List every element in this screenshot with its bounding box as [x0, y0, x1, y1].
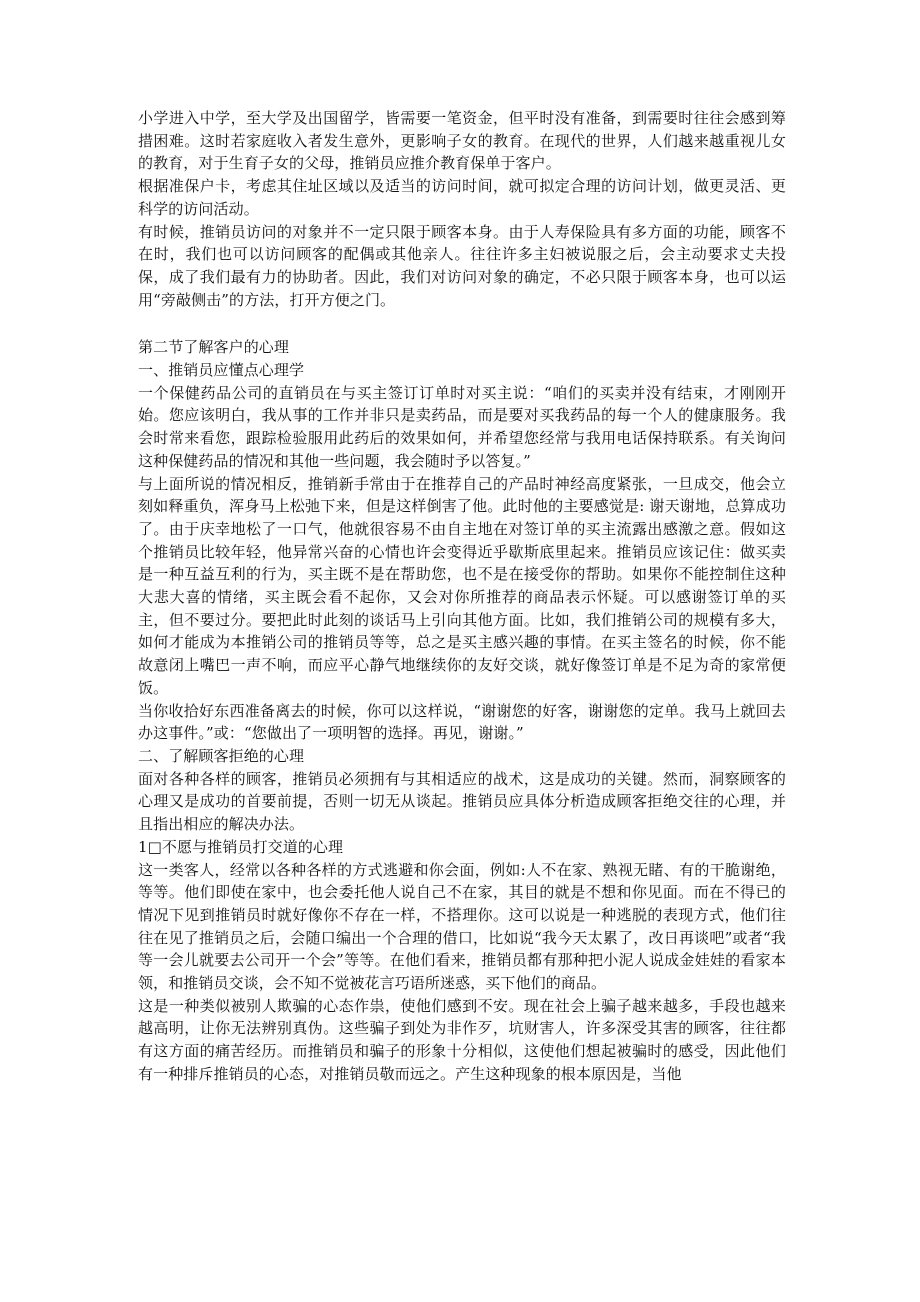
paragraph-avoidance: 这一类客人，经常以各种各样的方式逃避和你会面，例如:人不在家、熟视无睹、有的干脆谢绝，等等。他们即使在家中，也会委托他人说自己不在家，其目的就是不想和你见面。而在不得已的情况下见到推销员时就好像你不存在一样，不搭理你。这可以说是一种逃脱的表现方式，他们往往在见了推销员之后，会随口编出一个合理的借口，比如说“我今天太累了，改日再谈吧”或者“我等一会儿就要去公司开一个会”等等。在他们看来，推销员都有那种把小泥人说成金娃娃的看家本领，和推销员交谈，会不知不觉被花言巧语所迷惑，买下他们的商品。	[138, 860, 786, 993]
paragraph-education-policy: 小学进入中学，至大学及出国留学，皆需要一笔资金，但平时没有准备，到需要时往往会感到筹措困难。这时若家庭收入者发生意外，更影响子女的教育。在现代的世界，人们越来越重视儿女的教育，对于生育子女的父母，推销员应推介教育保单于客户。	[138, 109, 786, 173]
paragraph-deception-fear: 这是一种类似被别人欺骗的心态作祟，使他们感到不安。现在社会上骗子越来越多，手段也越来越高明，让你无法辨别真伪。这些骗子到处为非作歹，坑财害人，许多深受其害的顾客，往往都有这方面的痛苦经历。而推销员和骗子的形象十分相似，这使他们想起被骗时的感受，因此他们有一种排斥推销员的心态，对推销员敬而远之。产生这种现象的根本原因是，当他	[138, 996, 786, 1083]
paragraph-new-salesman: 与上面所说的情况相反，推销新手常由于在推荐自己的产品时神经高度紧张，一旦成交，他会立刻如释重负，浑身马上松弛下来，但是这样倒害了他。此时他的主要感觉是: 谢天谢地，总算成功了。由于庆幸地松了一口气，他就很容易不由自主地在对签订单的买主流露出感激之意。假如这个推销员比较年轻，他异常兴奋的心情也许会变得近乎歇斯底里起来。推销员应该记住：做买卖是一种互益互利的行为，买主既不是在帮助您，也不是在接受你的帮助。如果你不能控制住这种大悲大喜的情绪，买主既会看不起你，又会对你所推荐的商品表示怀疑。可以感谢签订单的买主，但不要过分。要把此时此刻的谈话马上引向其他方面。比如，我们推销公司的规模有多大，如何才能成为本推销公司的推销员等等，总之是买主感兴趣的事情。在买主签名的时候，你不能故意闭上嘴巴一声不响，而应平心静气地继续你的友好交谈，就好像签订单是不足为奇的家常便饭。	[138, 474, 786, 697]
subsection-heading-rejection: 二、了解顾客拒绝的心理	[138, 746, 305, 765]
document-page	[138, 107, 786, 1086]
subsection-heading-psychology: 一、推销员应懂点心理学	[138, 361, 305, 380]
section-gap	[138, 311, 786, 336]
paragraph-visit-targets: 有时候，推销员访问的对象并不一定只限于顾客本身。由于人寿保险具有多方面的功能，顾客不在时，我们也可以访问顾客的配偶或其他亲人。往往许多主妇被说服之后，会主动要求丈夫投保，成了我们最有力的协助者。因此，我们对访问对象的确定，不必只限于顾客本身，也可以运用“旁敲侧击”的方法，打开方便之门。	[138, 222, 786, 309]
paragraph-health-product-example: 一个保健药品公司的直销员在与买主签订订单时对买主说：“咱们的买卖并没有结束，才刚刚开始。您应该明白，我从事的工作并非只是卖药品，而是要对买我药品的每一个人的健康服务。我会时常来看您，跟踪检验服用此药后的效果如何，并希望您经常与我用电话保持联系。有关询问这种保健药品的情况和其他一些问题，我会随时予以答复。”	[138, 383, 786, 470]
paragraph-visit-plan: 根据准保户卡，考虑其住址区域以及适当的访问时间，就可拟定合理的访问计划，做更灵活、更科学的访问活动。	[138, 177, 786, 218]
item-heading-avoidance: 1□不愿与推销员打交道的心理	[138, 837, 344, 856]
section-heading: 第二节了解客户的心理	[138, 338, 290, 357]
paragraph-tactics: 面对各种各样的顾客，推销员必须拥有与其相适应的战术，这是成功的关键。然而，洞察顾客的心理又是成功的首要前提，否则一切无从谈起。推销员应具体分析造成顾客拒绝交往的心理，并且指出相应的解决办法。	[138, 769, 786, 834]
paragraph-leaving: 当你收拾好东西准备离去的时候，你可以这样说，“谢谢您的好客，谢谢您的定单。我马上就回去办这事件。”或：“您做出了一项明智的选择。再见，谢谢。”	[138, 701, 786, 743]
